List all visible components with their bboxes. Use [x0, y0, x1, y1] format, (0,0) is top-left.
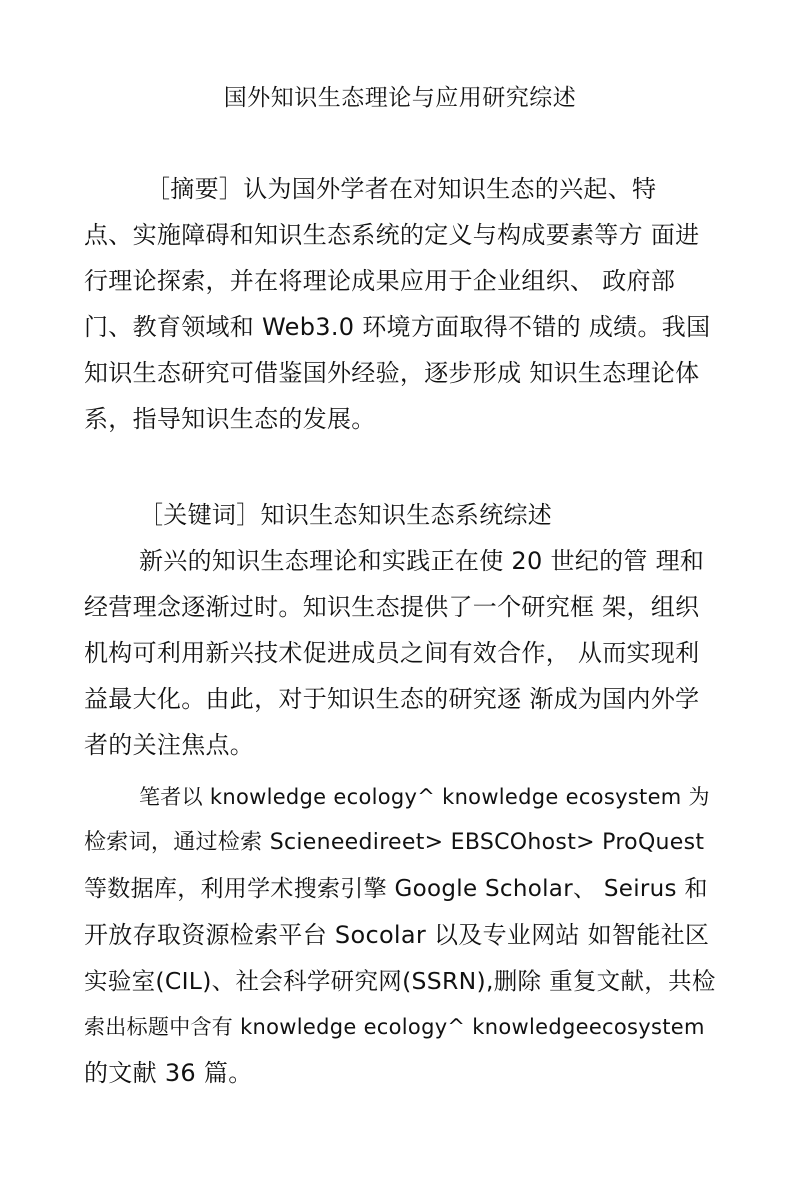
paragraph-line: 等数据库，利用学术搜索引擎 Google Scholar、 Seirus 和 — [84, 876, 708, 902]
paragraph-line: 新兴的知识生态理论和实践正在使 20 世纪的管 理和 — [139, 547, 705, 575]
paragraph-line: 者的关注焦点。 — [84, 731, 255, 759]
abstract-line: ［摘要］认为国外学者在对知识生态的兴起、特 — [146, 175, 657, 203]
paragraph-line: 机构可利用新兴技术促进成员之间有效合作， 从而实现利 — [84, 639, 700, 667]
paragraph-line: 经营理念逐渐过时。知识生态提供了一个研究框 架，组织 — [84, 593, 700, 621]
abstract-line: 点、实施障碍和知识生态系统的定义与构成要素等方 面进 — [84, 221, 700, 249]
abstract-line: 门、教育领域和 Web3.0 环境方面取得不错的 成绩。我国 — [84, 313, 711, 341]
page-title: 国外知识生态理论与应用研究综述 — [223, 85, 577, 111]
paragraph-line: 益最大化。由此，对于知识生态的研究逐 渐成为国内外学 — [84, 685, 700, 713]
paragraph-line: 笔者以 knowledge ecology^ knowledge ecosystem 为 — [139, 785, 710, 809]
paragraph-line: 检索词，通过检索 Scieneedireet> EBSCOhost> ProQuest — [84, 830, 705, 855]
paragraph-line: 开放存取资源检索平台 Socolar 以及专业网站 如智能社区 — [84, 921, 710, 949]
abstract-line: 行理论探索，并在将理论成果应用于企业组织、 政府部 — [84, 267, 676, 295]
paragraph-line: 实验室(CIL)、社会科学研究网(SSRN),删除 重复文献，共检 — [84, 967, 716, 995]
paragraph-line: 的文献 36 篇。 — [84, 1059, 253, 1087]
abstract-line: 系，指导知识生态的发展。 — [84, 405, 376, 433]
abstract-line: 知识生态研究可借鉴国外经验，逐步形成 知识生态理论体 — [84, 359, 700, 387]
paragraph-line: 索出标题中含有 knowledge ecology^ knowledgeecosystem — [84, 1015, 705, 1039]
keywords-line: ［关键词］知识生态知识生态系统综述 — [139, 501, 553, 529]
